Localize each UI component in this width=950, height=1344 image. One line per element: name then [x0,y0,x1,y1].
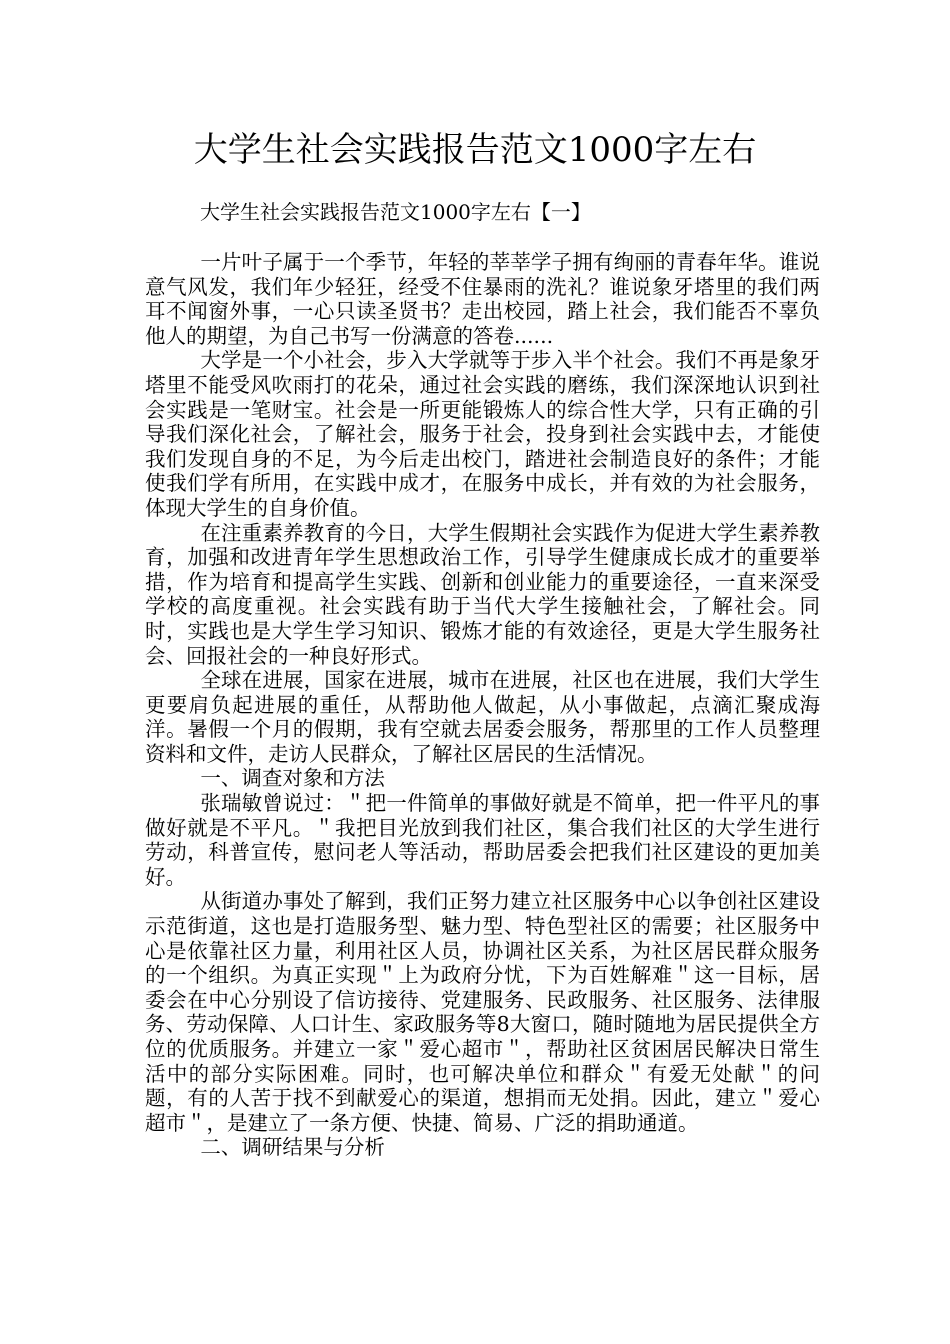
paragraph: 张瑞敏曾说过：＂把一件简单的事做好就是不简单，把一件平凡的事做好就是不平凡。＂我把目光放到我们社区，集合我们社区的大学生进行劳动，科普宣传，慰问老人等活动，帮助居委会把我们社区建设的更加美好。 [145,791,820,889]
section-heading: 一、调查对象和方法 [200,766,385,791]
section-heading: 二、调研结果与分析 [200,1135,385,1160]
paragraph: 在注重素养教育的今日，大学生假期社会实践作为促进大学生素养教育，加强和改进青年学生思想政治工作，引导学生健康成长成才的重要举措，作为培育和提高学生实践、创新和创业能力的重要途径，一直来深受学校的高度重视。社会实践有助于当代大学生接触社会，了解社会。同时，实践也是大学生学习知识、锻炼才能的有效途径，更是大学生服务社会、回报社会的一种良好形式。 [145,520,820,668]
paragraph: 从街道办事处了解到，我们正努力建立社区服务中心以争创社区建设示范街道，这也是打造服务型、魅力型、特色型社区的需要；社区服务中心是依靠社区力量，利用社区人员，协调社区关系，为社区居民群众服务的一个组织。为真正实现＂上为政府分忧，下为百姓解难＂这一目标，居委会在中心分别设了信访接待、党建服务、民政服务、社区服务、法律服务、劳动保障、人口计生、家政服务等8大窗口，随时随地为居民提供全方位的优质服务。并建立一家＂爱心超市＂，帮助社区贫困居民解决日常生活中的部分实际困难。同时，也可解决单位和群众＂有爱无处献＂的问题，有的人苦于找不到献爱心的渠道，想捐而无处捐。因此，建立＂爱心超市＂，是建立了一条方便、快捷、简易、广泛的捐助通道。 [145,889,820,1135]
document-title: 大学生社会实践报告范文1000字左右 [193,130,757,170]
paragraph: 大学是一个小社会，步入大学就等于步入半个社会。我们不再是象牙塔里不能受风吹雨打的花朵，通过社会实践的磨练，我们深深地认识到社会实践是一笔财宝。社会是一所更能锻炼人的综合性大学，只有正确的引导我们深化社会，了解社会，服务于社会，投身到社会实践中去，才能使我们发现自身的不足，为今后走出校门，踏进社会制造良好的条件；才能使我们学有所用，在实践中成才，在服务中成长，并有效的为社会服务，体现大学生的自身价值。 [145,348,820,520]
document-body [145,246,820,1160]
paragraph: 全球在进展，国家在进展，城市在进展，社区也在进展，我们大学生更要肩负起进展的重任，从帮助他人做起，从小事做起，点滴汇聚成海洋。暑假一个月的假期，我有空就去居委会服务，帮那里的工作人员整理资料和文件，走访人民群众，了解社区居民的生活情况。 [145,668,820,766]
document-subtitle: 大学生社会实践报告范文1000字左右【一】 [200,200,591,224]
paragraph: 一片叶子属于一个季节，年轻的莘莘学子拥有绚丽的青春年华。谁说意气风发，我们年少轻狂，经受不住暴雨的洗礼？谁说象牙塔里的我们两耳不闻窗外事，一心只读圣贤书？走出校园，踏上社会，我们能否不辜负他人的期望，为自己书写一份满意的答卷...... [145,250,820,348]
